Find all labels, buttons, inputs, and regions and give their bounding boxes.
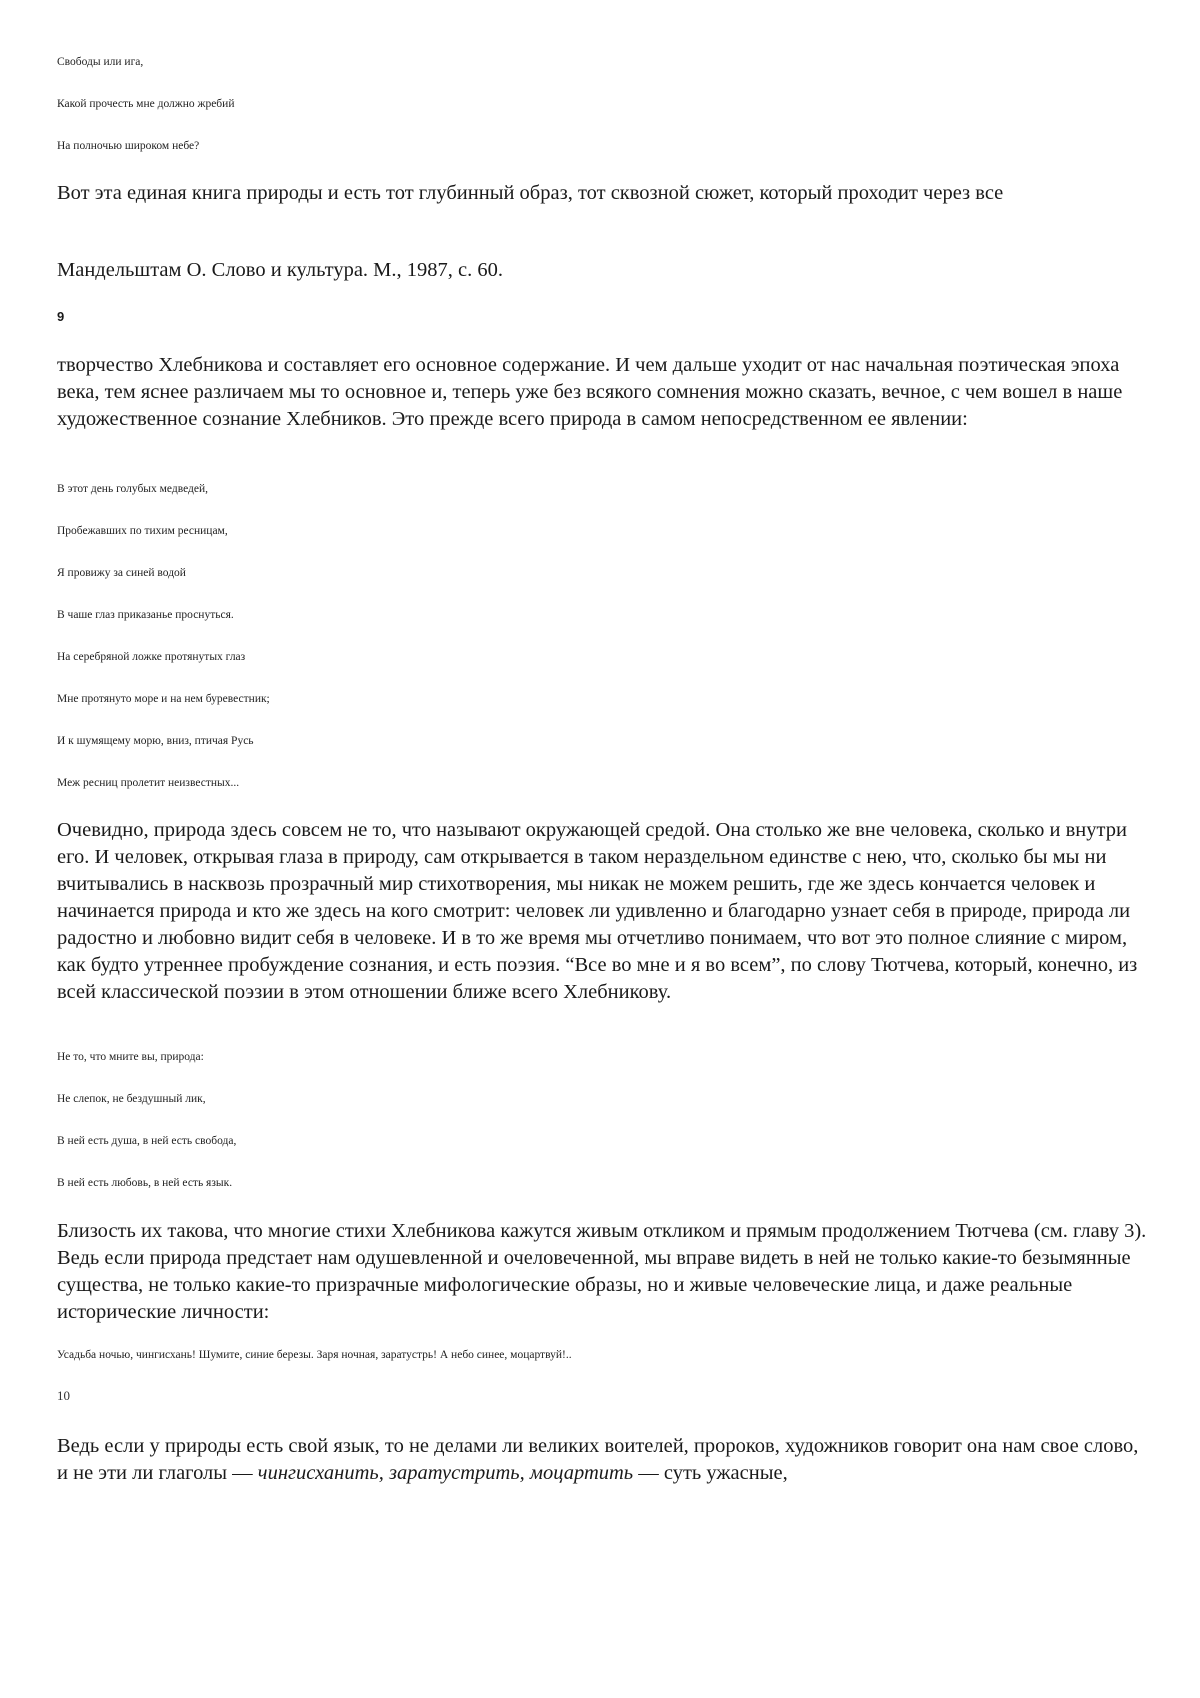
verse-line: Какой прочесть мне должно жребий	[57, 98, 235, 110]
verse-line: Я провижу за синей водой	[57, 567, 186, 579]
paragraph: Очевидно, природа здесь совсем не то, что называют окружающей средой. Она столько же вне человека, сколько и внутри его. И человек, открывая глаза в природу, сам открывается в таком нераздельном единстве с нею, что, сколько бы мы ни вчитывались в насквозь прозрачный мир стихотворения, мы никак не можем решить, где же здесь кончается человек и начинается природа и кто же здесь на кого смотрит: человек ли удивленно и благодарно узнает себя в природе, природа ли радостно и любовно видит себя в человеке. И в то же время мы отчетливо понимаем, что вот это полное слияние с миром, как будто утреннее пробуждение сознания, и есть поэзия. “Все во мне и я во всем”, по слову Тютчева, который, конечно, из всей классической поэзии в этом отношении ближе всего Хлебникову.	[57, 819, 1138, 1003]
verse-line: Пробежавших по тихим ресницам,	[57, 525, 228, 537]
page-number: 10	[57, 1388, 70, 1403]
verse-line: И к шумящему морю, вниз, птичая Русь	[57, 735, 254, 747]
verse-line: Усадьба ночью, чингисхань! Шумите, синие березы. Заря ночная, заратустрь! А небо синее, моцартвуй!..	[57, 1349, 572, 1361]
paragraph-text: Ведь если у природы есть свой язык, то не делами ли великих воителей, пророков, художников говорит она нам свое слово, и не эти ли глаголы —	[57, 1435, 1139, 1484]
verse-line: В ней есть душа, в ней есть свобода,	[57, 1135, 237, 1147]
verse-line: Меж ресниц пролетит неизвестных...	[57, 777, 240, 789]
page-number: 9	[57, 309, 65, 324]
paragraph: Близость их такова, что многие стихи Хлебникова кажутся живым откликом и прямым продолжением Тютчева (см. главу 3). Ведь если природа предстает нам одушевленной и очеловеченной, мы вправе видеть в ней не только какие-то безымянные существа, не только какие-то призрачные мифологические образы, но и живые человеческие лица, и даже реальные исторические личности:	[57, 1220, 1147, 1323]
verse-line: Мне протянуто море и на нем буревестник;	[57, 693, 270, 705]
emphasized-verbs: чингисханить, заратустрить, моцартить	[257, 1462, 634, 1484]
verse-line: На серебряной ложке протянутых глаз	[57, 651, 246, 663]
paragraph: Вот эта единая книга природы и есть тот глубинный образ, тот сквозной сюжет, который проходит через все	[57, 182, 1004, 204]
verse-line: В чаше глаз приказанье проснуться.	[57, 609, 234, 621]
verse-line: На полночью широком небе?	[57, 140, 200, 152]
paragraph	[57, 1433, 1147, 1487]
paragraph: творчество Хлебникова и составляет его основное содержание. И чем дальше уходит от нас начальная поэтическая эпоха века, тем яснее различаем мы то основное и, теперь уже без всякого сомнения можно сказать, вечное, с чем вошел в наше художественное сознание Хлебников. Это прежде всего природа в самом непосредственном ее явлении:	[57, 354, 1123, 430]
footnote-reference: Мандельштам О. Слово и культура. М., 1987, с. 60.	[57, 259, 503, 281]
verse-line: В этот день голубых медведей,	[57, 483, 209, 495]
verse-line: Не слепок, не бездушный лик,	[57, 1093, 206, 1105]
verse-line: Свободы или ига,	[57, 56, 144, 68]
paragraph-text: — суть ужасные,	[633, 1462, 788, 1484]
verse-line: Не то, что мните вы, природа:	[57, 1051, 204, 1063]
verse-line: В ней есть любовь, в ней есть язык.	[57, 1177, 233, 1189]
